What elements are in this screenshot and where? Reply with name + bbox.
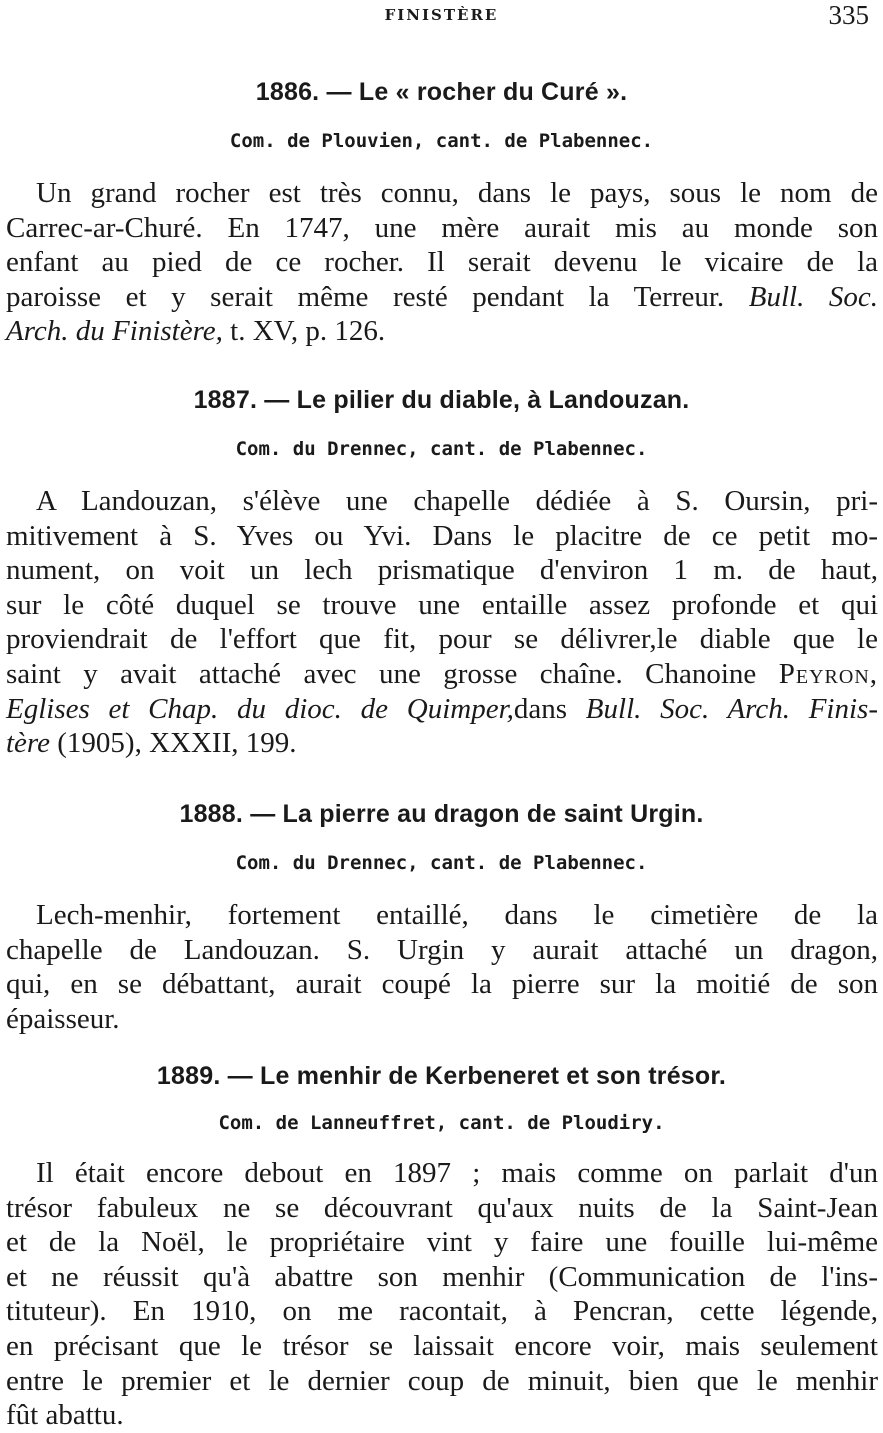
body-line bbox=[6, 657, 878, 692]
entry-subtitle-1887: Com. du Drennec, cant. de Plabennec. bbox=[235, 438, 648, 460]
body-line: trésor fabuleux ne se découvrant qu'aux nuits de la Saint-Jean bbox=[6, 1191, 878, 1224]
entry-body-1888 bbox=[6, 898, 878, 1036]
body-line-text: paroisse et y serait même resté pendant la Terreur. bbox=[6, 280, 725, 313]
entry-body-1889 bbox=[6, 1156, 878, 1433]
body-line: Lech-menhir, fortement entaillé, dans le cimetière de la bbox=[36, 899, 878, 931]
citation: Bull. Soc. bbox=[748, 280, 879, 313]
entry-title: La pierre au dragon de saint Urgin. bbox=[282, 800, 704, 828]
body-line: Il était encore debout en 1897 ; mais comme on parlait d'un bbox=[36, 1157, 878, 1189]
body-line: enfant au pied de ce rocher. Il serait devenu le vicaire de la bbox=[6, 246, 878, 279]
body-line: Carrec-ar-Churé. En 1747, une mère aurait mis au monde son bbox=[6, 211, 878, 244]
entry-subtitle-1886: Com. de Plouvien, cant. de Plabennec. bbox=[229, 130, 654, 152]
body-line: entre le premier et le dernier coup de minuit, bien que le menhir bbox=[6, 1364, 878, 1397]
entry-number: 1887. bbox=[193, 386, 258, 414]
entry-title: Le pilier du diable, à Landouzan. bbox=[296, 386, 690, 414]
citation: tère bbox=[6, 727, 51, 760]
body-line: tituteur). En 1910, on me racontait, à Pencran, cette légende, bbox=[6, 1295, 878, 1328]
entry-title: Le « rocher du Curé ». bbox=[358, 78, 628, 106]
body-line bbox=[6, 314, 878, 349]
entry-number: 1886. bbox=[255, 78, 320, 106]
body-line: et ne réussit qu'à abattre son menhir (Communication de l'ins- bbox=[6, 1260, 878, 1293]
entry-number: 1888. bbox=[179, 800, 244, 828]
body-line: fût abattu. bbox=[6, 1399, 124, 1432]
body-line-text: (1905), XXXII, 199. bbox=[57, 727, 297, 760]
body-line: chapelle de Landouzan. S. Urgin y aurait attaché un dragon, bbox=[6, 933, 878, 966]
entry-body-1886 bbox=[6, 176, 878, 349]
entry-heading-1887 bbox=[0, 386, 883, 415]
entry-subtitle-1889: Com. de Lanneuffret, cant. de Ploudiry. bbox=[218, 1112, 665, 1134]
entry-subtitle-1888: Com. du Drennec, cant. de Plabennec. bbox=[235, 852, 648, 874]
entry-dash: — bbox=[227, 1062, 253, 1090]
entry-body-1887 bbox=[6, 484, 878, 761]
page-number: 335 bbox=[828, 0, 869, 30]
entry-dash: — bbox=[326, 78, 352, 106]
entry-heading-1889 bbox=[0, 1062, 883, 1091]
running-title: FINISTÈRE bbox=[384, 6, 499, 24]
entry-title: Le menhir de Kerbeneret et son trésor. bbox=[260, 1062, 727, 1090]
entry-heading-1886 bbox=[0, 78, 883, 107]
entry-number: 1889. bbox=[156, 1062, 221, 1090]
citation-connector: dans bbox=[513, 692, 568, 725]
body-line: sur le côté duquel se trouve une entaille assez profonde et qui bbox=[6, 588, 878, 621]
body-line: mitivement à S. Yves ou Yvi. Dans le placitre de ce petit mo- bbox=[6, 519, 878, 552]
citation: Bull. Soc. Arch. Finis- bbox=[585, 692, 878, 725]
body-line-text: t. XV, p. 126. bbox=[230, 315, 386, 348]
body-line bbox=[6, 692, 878, 727]
body-line-text: saint y avait attaché avec une grosse chaîne. Chanoine bbox=[6, 657, 757, 690]
author-name: Peyron, bbox=[778, 657, 879, 690]
body-line: A Landouzan, s'élève une chapelle dédiée à S. Oursin, pri- bbox=[36, 485, 878, 517]
body-line: qui, en se débattant, aurait coupé la pierre sur la moitié de son bbox=[6, 968, 878, 1001]
body-line: épaisseur. bbox=[6, 1002, 120, 1035]
entry-dash: — bbox=[264, 386, 290, 414]
body-line: Un grand rocher est très connu, dans le pays, sous le nom de bbox=[36, 177, 878, 209]
citation: Eglises et Chap. du dioc. de Quimper, bbox=[6, 692, 514, 725]
body-line: en précisant que le trésor se laissait encore voir, mais seulement bbox=[6, 1329, 878, 1362]
body-line: nument, on voit un lech prismatique d'environ 1 m. de haut, bbox=[6, 554, 878, 587]
entry-dash: — bbox=[250, 800, 276, 828]
citation: Arch. du Finistère, bbox=[6, 315, 223, 348]
body-line: proviendrait de l'effort que fit, pour se délivrer,le diable que le bbox=[6, 623, 878, 656]
body-line bbox=[6, 280, 878, 315]
entry-heading-1888 bbox=[0, 800, 883, 829]
running-head bbox=[0, 0, 883, 40]
body-line bbox=[6, 726, 878, 761]
body-line: et de la Noël, le propriétaire vint y faire une fouille lui-même bbox=[6, 1226, 878, 1259]
